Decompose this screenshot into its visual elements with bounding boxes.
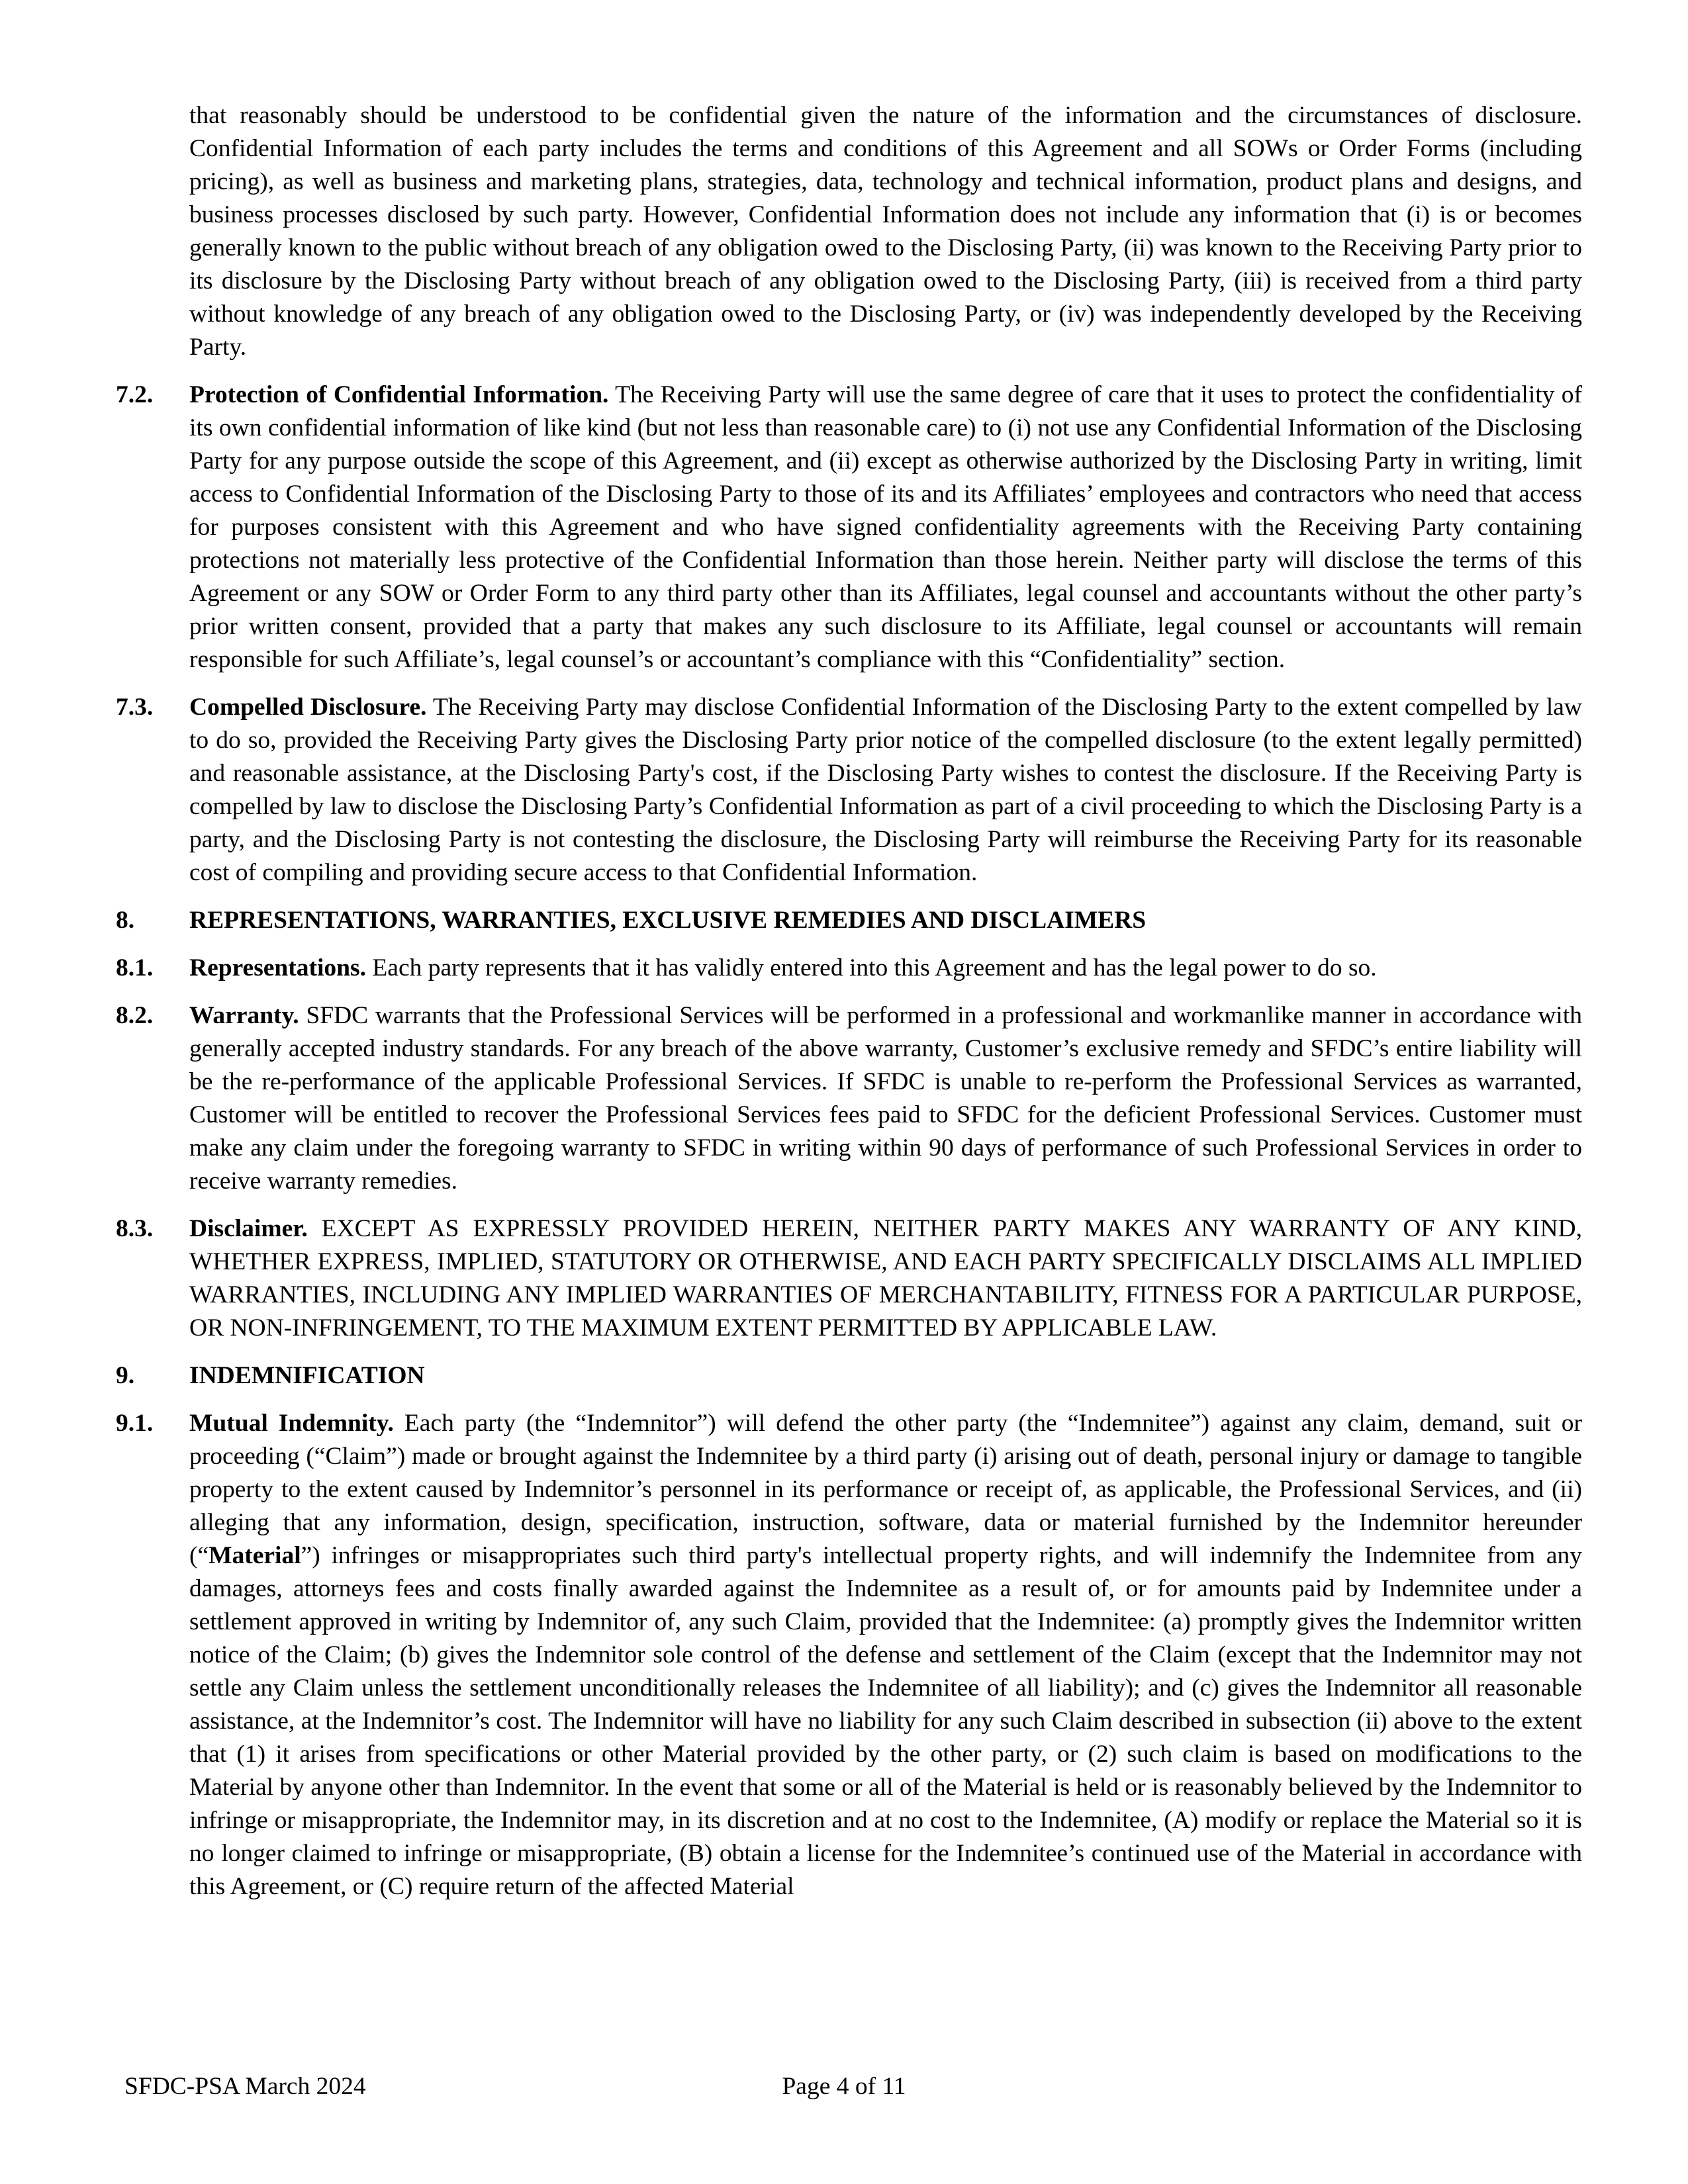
section-8-1 [116,952,1582,985]
section-text [189,691,1582,889]
section-body: The Receiving Party will use the same degree of care that it uses to protect the confidentiality of its own confidential information of like kind (but not less than reasonable care) to (i) not use any Confidential Information of the Disclosing Party for any purpose outside the scope of this Agreement, and (ii) except as otherwise authorized by the Disclosing Party in writing, limit access to Confidential Information of the Disclosing Party to those of its and its Affiliates’ employees and contractors who need that access for purposes consistent with this Agreement and who have signed confidentiality agreements with the Receiving Party containing protections not materially less protective of the Confidential Information than those herein. Neither party will disclose the terms of this Agreement or any SOW or Order Form to any third party other than its Affiliates, legal counsel and accountants without the other party’s prior written consent, provided that a party that makes any such disclosure to its Affiliate, legal counsel or accountants will remain responsible for such Affiliate’s, legal counsel’s or accountant’s compliance with this “Confidentiality” section. [189,381,1582,673]
footer-page-number: Page 4 of 11 [782,2073,906,2100]
section-heading-title: REPRESENTATIONS, WARRANTIES, EXCLUSIVE REMEDIES AND DISCLAIMERS [189,907,1147,934]
section-text [189,379,1582,676]
section-number: 8. [116,907,135,934]
section-text [189,952,1582,985]
section-body-continued: ”) infringes or misappropriates such third party's intellectual property rights, and will indemnify the Indemnitee from any damages, attorneys fees and costs finally awarded against the Indemnitee as a result of, or for amounts paid by Indemnitee under a settlement approved in writing by Indemnitor of, any such Claim, provided that the Indemnitee: (a) promptly gives the Indemnitor written notice of the Claim; (b) gives the Indemnitor sole control of the defense and settlement of the Claim (except that the Indemnitor may not settle any Claim unless the settlement unconditionally releases the Indemnitee of all liability); and (c) gives the Indemnitor all reasonable assistance, at the Indemnitor’s cost. The Indemnitor will have no liability for any such Claim described in subsection (ii) above to the extent that (1) it arises from specifications or other Material provided by the other party, or (2) such claim is based on modifications to the Material by anyone other than Indemnitor. In the event that some or all of the Material is held or is reasonably believed by the Indemnitor to infringe or misappropriate, the Indemnitor may, in its discretion and at no cost to the Indemnitee, (A) modify or replace the Material so it is no longer claimed to infringe or misappropriate, (B) obtain a license for the Indemnitee’s continued use of the Material in accordance with this Agreement, or (C) require return of the affected Material [189,1542,1582,1900]
section-title: Compelled Disclosure. [189,694,427,721]
section-number: 8.2. [116,1002,154,1029]
section-8-3 [116,1212,1582,1345]
section-text [189,1212,1582,1345]
section-number: 9.1. [116,1410,154,1437]
section-7-2 [116,379,1582,676]
page-footer [0,2070,1688,2103]
section-text [189,999,1582,1198]
section-title: Warranty. [189,1002,299,1029]
section-title: Protection of Confidential Information. [189,381,609,408]
section-body: Each party represents that it has validly entered into this Agreement and has the legal power to do so. [372,954,1377,981]
section-number: 7.2. [116,381,154,408]
section-body: SFDC warrants that the Professional Services will be performed in a professional and workmanlike manner in accordance with generally accepted industry standards. For any breach of the above warranty, Customer’s exclusive remedy and SFDC’s entire liability will be the re-performance of the applicable Professional Services. If SFDC is unable to re-perform the Professional Services as warranted, Customer will be entitled to recover the Professional Services fees paid to SFDC for the deficient Professional Services. Customer must make any claim under the foregoing warranty to SFDC in writing within 90 days of performance of such Professional Services in order to receive warranty remedies. [189,1002,1582,1195]
section-body: EXCEPT AS EXPRESSLY PROVIDED HEREIN, NEITHER PARTY MAKES ANY WARRANTY OF ANY KIND, WHETHER EXPRESS, IMPLIED, STATUTORY OR OTHERWISE, AND EACH PARTY SPECIFICALLY DISCLAIMS ALL IMPLIED WARRANTIES, INCLUDING ANY IMPLIED WARRANTIES OF MERCHANTABILITY, FITNESS FOR A PARTICULAR PURPOSE, OR NON-INFRINGEMENT, TO THE MAXIMUM EXTENT PERMITTED BY APPLICABLE LAW. [189,1215,1583,1342]
section-title: Mutual Indemnity. [189,1410,394,1437]
section-8-2 [116,999,1582,1198]
section-9-1 [116,1407,1582,1903]
section-body: The Receiving Party may disclose Confidential Information of the Disclosing Party to the extent compelled by law to do so, provided the Receiving Party gives the Disclosing Party prior notice of the compelled disclosure (to the extent legally permitted) and reasonable assistance, at the Disclosing Party's cost, if the Disclosing Party wishes to contest the disclosure. If the Receiving Party is compelled by law to disclose the Disclosing Party’s Confidential Information as part of a civil proceeding to which the Disclosing Party is a party, and the Disclosing Party is not contesting the disclosure, the Disclosing Party will reimburse the Receiving Party for its reasonable cost of compiling and providing secure access to that Confidential Information. [189,694,1582,886]
section-title: Disclaimer. [189,1215,308,1242]
section-number: 8.3. [116,1215,154,1242]
section-body: Each party (the “Indemnitor”) will defend the other party (the “Indemnitee”) against any claim, demand, suit or proceeding (“Claim”) made or brought against the Indemnitee by a third party (i) arising out of death, personal injury or damage to tangible property to the extent caused by Indemnitor’s personnel in its performance or receipt of, as applicable, the Professional Services, and (ii) alleging that any information, design, specification, instruction, software, data or material furnished by the Indemnitor hereunder (“ [189,1410,1583,1569]
section-number: 9. [116,1362,135,1389]
section-number: 8.1. [116,954,154,981]
continuation-paragraph: that reasonably should be understood to be confidential given the nature of the information and the circumstances of disclosure. Confidential Information of each party includes the terms and conditions of this Agreement and all SOWs or Order Forms (including pricing), as well as business and marketing plans, strategies, data, technology and technical information, product plans and designs, and business processes disclosed by such party. However, Confidential Information does not include any information that (i) is or becomes generally known to the public without breach of any obligation owed to the Disclosing Party, (ii) was known to the Receiving Party prior to its disclosure by the Disclosing Party without breach of any obligation owed to the Disclosing Party, (iii) is received from a third party without knowledge of any breach of any obligation owed to the Disclosing Party, or (iv) was independently developed by the Receiving Party. [189,102,1582,361]
section-8-heading [116,904,1582,937]
section-title: Representations. [189,954,367,981]
section-number: 7.3. [116,694,154,721]
section-7-3 [116,691,1582,889]
section-heading-title: INDEMNIFICATION [189,1362,425,1389]
defined-term: Material [209,1542,301,1569]
section-text [189,1407,1582,1903]
page-content [116,99,1582,1918]
footer-doc-id: SFDC-PSA March 2024 [124,2073,366,2100]
section-9-heading [116,1359,1582,1392]
